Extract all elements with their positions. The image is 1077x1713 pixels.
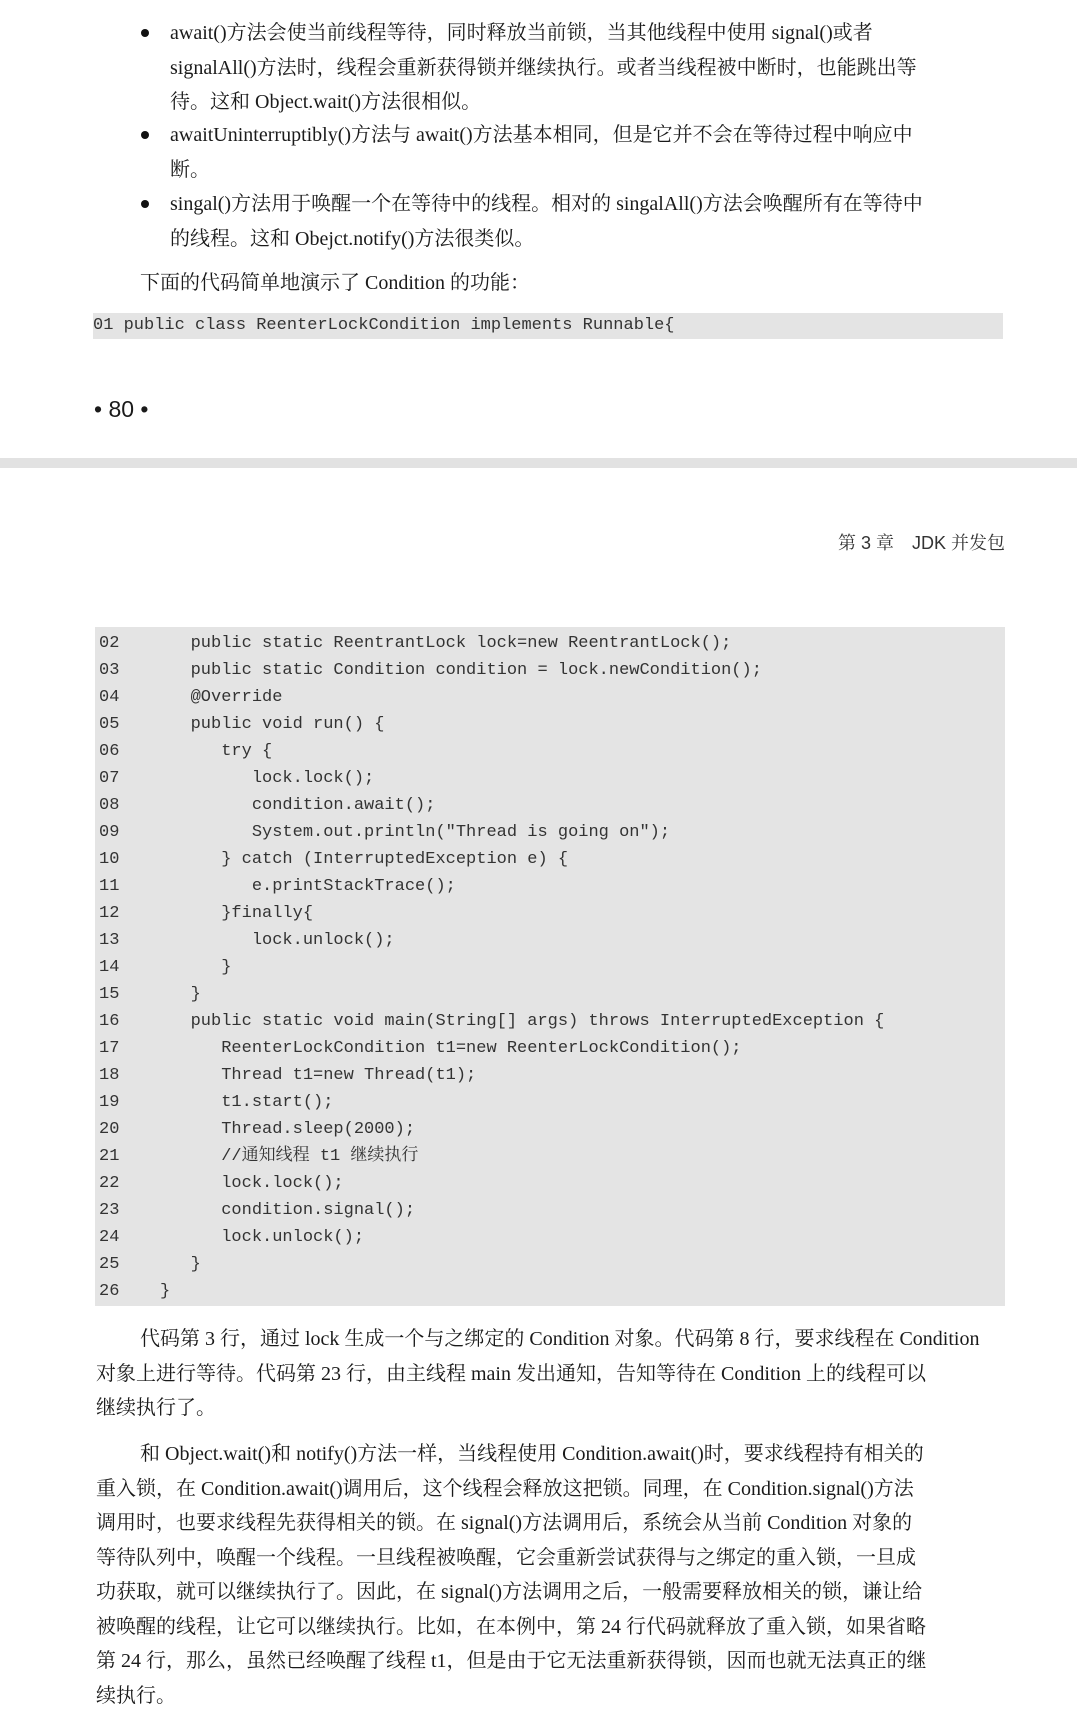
code-text: public class ReenterLockCondition implements Runnable{ (124, 316, 675, 335)
code-line (95, 765, 1005, 792)
code-line (95, 1224, 1005, 1251)
code-line (95, 1251, 1005, 1278)
bullet-await (170, 16, 1005, 120)
code-line (95, 1278, 1005, 1305)
code-text: e.printStackTrace(); (160, 873, 456, 900)
text-line: signalAll()方法时，线程会重新获得锁并继续执行。或者当线程被中断时，也能跳出等 (170, 51, 1005, 86)
code-line (95, 1143, 1005, 1170)
text-line: 等待队列中，唤醒一个线程。一旦线程被唤醒，它会重新尝试获得与之绑定的重入锁，一旦成 (96, 1541, 927, 1576)
bullet-icon (141, 131, 149, 139)
code-text: //通知线程 t1 继续执行 (160, 1143, 418, 1170)
line-number: 25 (95, 1251, 160, 1278)
text-line: 待。这和 Object.wait()方法很相似。 (170, 85, 1005, 120)
code-text: }finally{ (160, 900, 313, 927)
code-text: public static void main(String[] args) throws InterruptedException { (160, 1008, 884, 1035)
line-number: 08 (95, 792, 160, 819)
code-intro: 下面的代码简单地演示了 Condition 的功能： (140, 266, 530, 301)
code-text: } (160, 1278, 170, 1305)
code-line (95, 792, 1005, 819)
text-line: 续执行。 (96, 1679, 927, 1713)
code-text: ReenterLockCondition t1=new ReenterLockCondition(); (160, 1035, 742, 1062)
line-number: 06 (95, 738, 160, 765)
text-line: 第 24 行，那么，虽然已经唤醒了线程 t1，但是由于它无法重新获得锁，因而也就无法真正的继 (96, 1644, 927, 1679)
bullet-icon (141, 200, 149, 208)
code-text: } (160, 981, 201, 1008)
code-text: public static Condition condition = lock.newCondition(); (160, 657, 762, 684)
line-number: 11 (95, 873, 160, 900)
line-number: 24 (95, 1224, 160, 1251)
page-divider (0, 458, 1077, 468)
code-text: System.out.println("Thread is going on"); (160, 819, 670, 846)
code-line (95, 684, 1005, 711)
text-line: 功获取，就可以继续执行了。因此，在 signal()方法调用之后，一般需要释放相关的锁，谦让给 (96, 1575, 927, 1610)
code-line (95, 1116, 1005, 1143)
code-text: } (160, 1251, 201, 1278)
text-line: 被唤醒的线程，让它可以继续执行。比如，在本例中，第 24 行代码就释放了重入锁，如果省略 (96, 1610, 927, 1645)
line-number: 02 (95, 630, 160, 657)
page-number: • 80 • (94, 396, 148, 423)
line-number: 26 (95, 1278, 160, 1305)
code-text: @Override (160, 684, 282, 711)
code-line (95, 630, 1005, 657)
line-number: 22 (95, 1170, 160, 1197)
text-line: 继续执行了。 (96, 1391, 979, 1426)
code-line (95, 738, 1005, 765)
text-line: 和 Object.wait()和 notify()方法一样，当线程使用 Condition.await()时，要求线程持有相关的 (96, 1437, 927, 1472)
code-text: public void run() { (160, 711, 384, 738)
line-number: 15 (95, 981, 160, 1008)
code-text: Thread.sleep(2000); (160, 1116, 415, 1143)
text-line: await()方法会使当前线程等待，同时释放当前锁，当其他线程中使用 signal()或者 (170, 16, 1005, 51)
text-line: 对象上进行等待。代码第 23 行，由主线程 main 发出通知，告知等待在 Condition 上的线程可以 (96, 1357, 979, 1392)
line-number: 04 (95, 684, 160, 711)
code-line (95, 873, 1005, 900)
line-number: 07 (95, 765, 160, 792)
code-line (95, 1197, 1005, 1224)
code-text: public static ReentrantLock lock=new ReentrantLock(); (160, 630, 731, 657)
code-text: t1.start(); (160, 1089, 333, 1116)
text-line: singal()方法用于唤醒一个在等待中的线程。相对的 singalAll()方法会唤醒所有在等待中 (170, 187, 923, 222)
bullet-signal (170, 187, 923, 256)
text-line: 代码第 3 行，通过 lock 生成一个与之绑定的 Condition 对象。代码第 8 行，要求线程在 Condition (96, 1322, 979, 1357)
line-number: 05 (95, 711, 160, 738)
code-text: Thread t1=new Thread(t1); (160, 1062, 476, 1089)
code-line (95, 1062, 1005, 1089)
line-number: 21 (95, 1143, 160, 1170)
code-text: condition.await(); (160, 792, 435, 819)
code-line (95, 1170, 1005, 1197)
line-number: 17 (95, 1035, 160, 1062)
code-text: lock.unlock(); (160, 1224, 364, 1251)
code-line (95, 900, 1005, 927)
bullet-icon (141, 29, 149, 37)
text-line: awaitUninterruptibly()方法与 await()方法基本相同，但是它并不会在等待过程中响应中 (170, 118, 913, 153)
line-number: 23 (95, 1197, 160, 1224)
code-line (95, 846, 1005, 873)
paragraph-comparison (96, 1437, 927, 1713)
code-text: try { (160, 738, 272, 765)
line-number: 13 (95, 927, 160, 954)
code-line (95, 954, 1005, 981)
code-block (95, 627, 1005, 1306)
line-number: 18 (95, 1062, 160, 1089)
line-number: 14 (95, 954, 160, 981)
code-text: lock.lock(); (160, 765, 374, 792)
line-number: 16 (95, 1008, 160, 1035)
line-number: 10 (95, 846, 160, 873)
bullet-await-uninterruptibly (170, 118, 913, 187)
line-number: 01 (93, 316, 113, 335)
code-line (95, 819, 1005, 846)
code-text: lock.unlock(); (160, 927, 395, 954)
line-number: 12 (95, 900, 160, 927)
code-line (95, 711, 1005, 738)
code-line (95, 1089, 1005, 1116)
code-text: condition.signal(); (160, 1197, 415, 1224)
paragraph-explanation (96, 1322, 979, 1426)
code-line (95, 1008, 1005, 1035)
code-line (95, 981, 1005, 1008)
text-line: 调用时，也要求线程先获得相关的锁。在 signal()方法调用后，系统会从当前 Condition 对象的 (96, 1506, 927, 1541)
line-number: 19 (95, 1089, 160, 1116)
code-line (95, 1035, 1005, 1062)
code-text: lock.lock(); (160, 1170, 344, 1197)
text-line: 断。 (170, 153, 913, 188)
code-line (95, 927, 1005, 954)
line-number: 03 (95, 657, 160, 684)
code-text: } catch (InterruptedException e) { (160, 846, 568, 873)
code-line (95, 657, 1005, 684)
line-number: 09 (95, 819, 160, 846)
code-line-01 (93, 313, 1003, 339)
code-text: } (160, 954, 231, 981)
chapter-header: 第 3 章 JDK 并发包 (838, 529, 1005, 555)
line-number: 20 (95, 1116, 160, 1143)
text-line: 的线程。这和 Obejct.notify()方法很类似。 (170, 222, 923, 257)
text-line: 重入锁，在 Condition.await()调用后，这个线程会释放这把锁。同理，在 Condition.signal()方法 (96, 1472, 927, 1507)
